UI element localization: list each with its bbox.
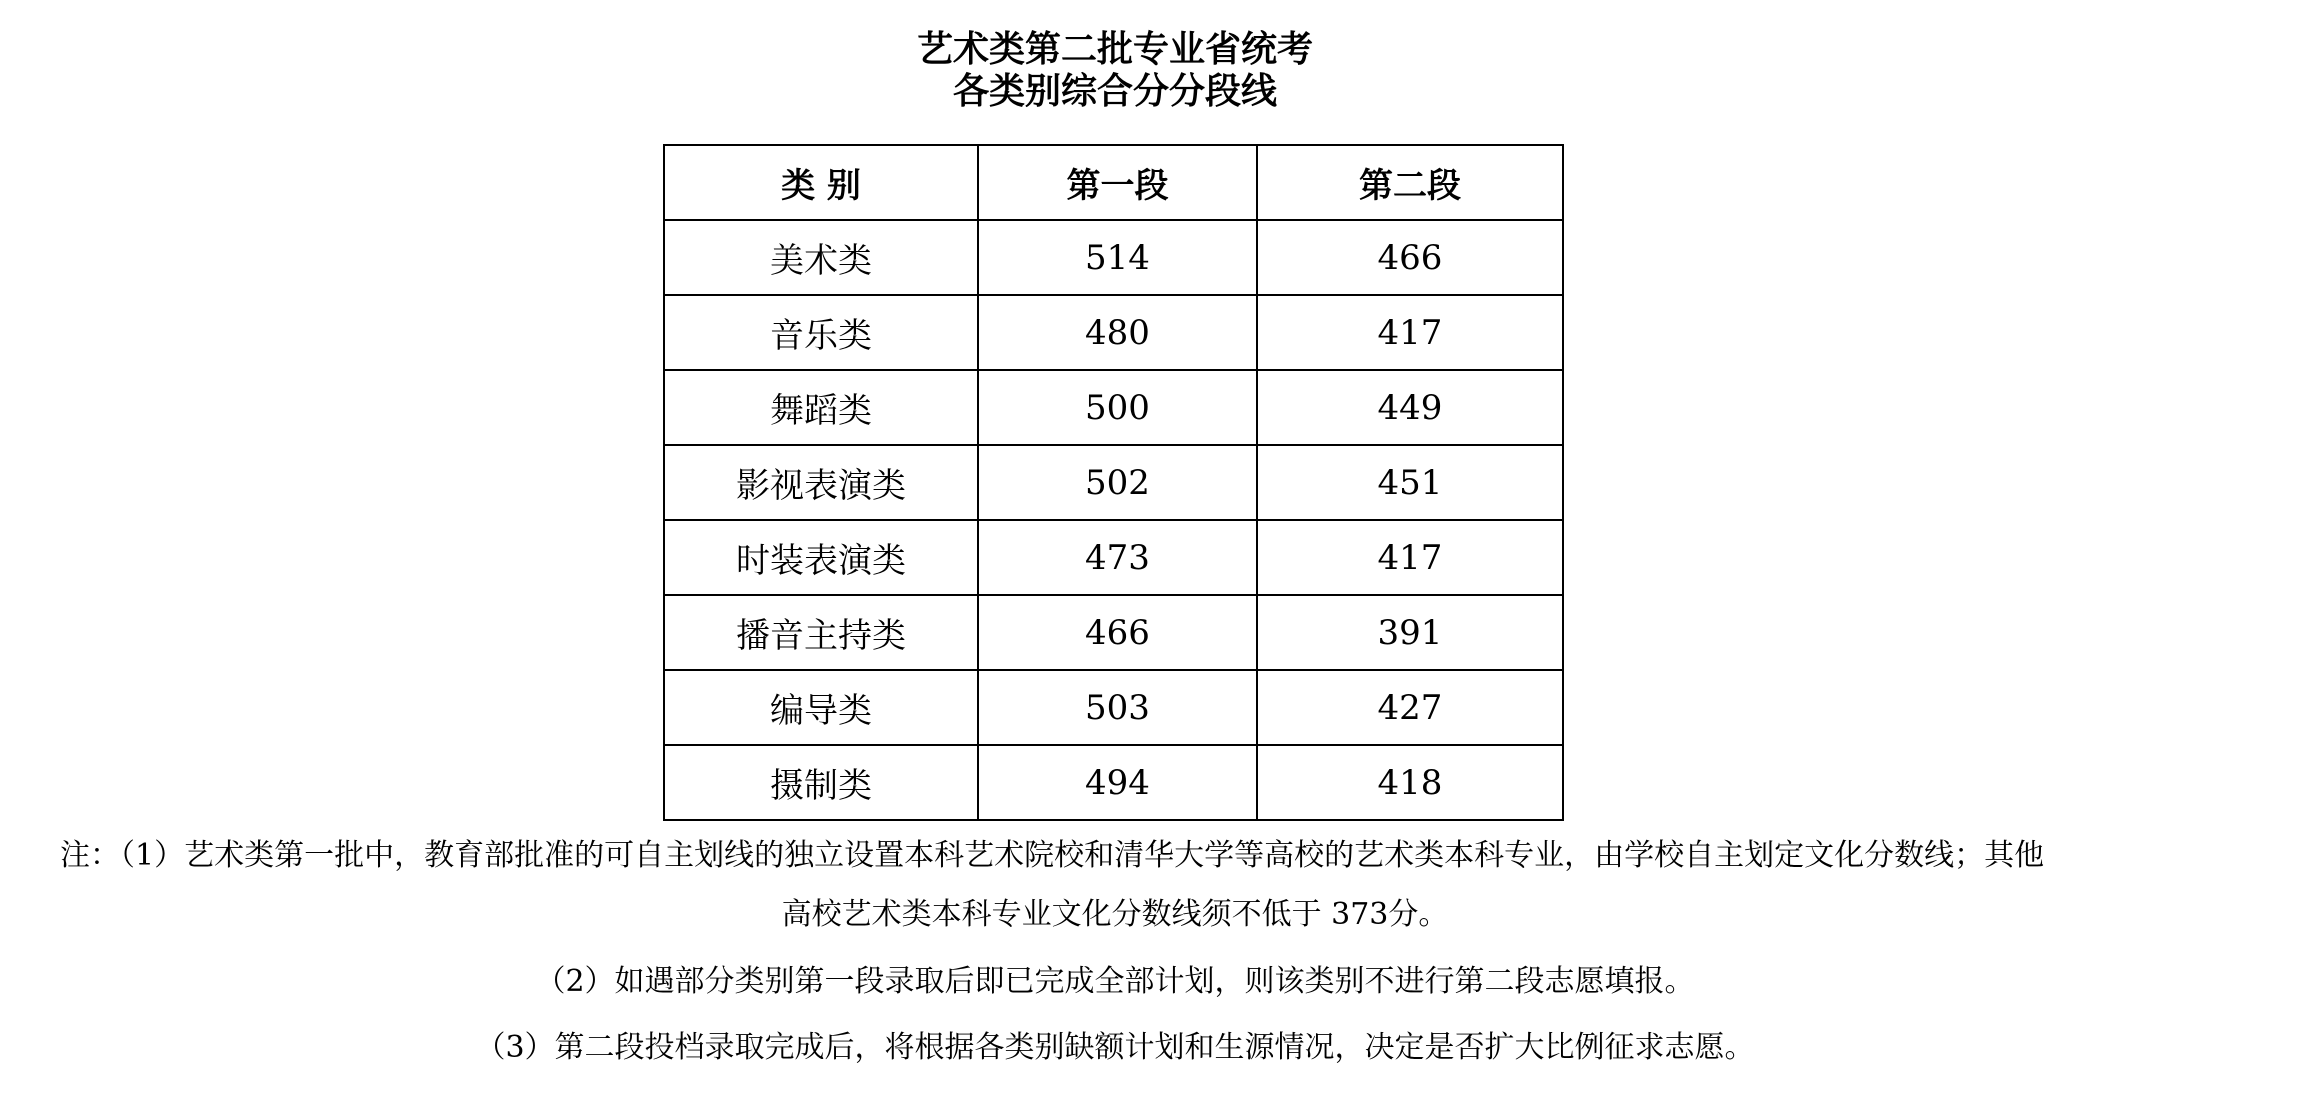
segment-1-cell: 514 [978, 220, 1257, 295]
segment-2-cell: 449 [1257, 370, 1563, 445]
segment-2-cell: 418 [1257, 745, 1563, 820]
segment-2-cell: 417 [1257, 520, 1563, 595]
page-subtitle: 各类别综合分分段线 [952, 71, 1277, 112]
table-row [664, 520, 1563, 595]
segment-1-cell: 466 [978, 595, 1257, 670]
segment-1-cell: 503 [978, 670, 1257, 745]
table-row [664, 745, 1563, 820]
segment-1-cell: 500 [978, 370, 1257, 445]
table-row [664, 295, 1563, 370]
segment-1-cell: 494 [978, 745, 1257, 820]
column-header-segment-1: 第一段 [978, 145, 1257, 220]
segment-1-cell: 480 [978, 295, 1257, 370]
note-1-line-1: 注：（1）艺术类第一批中，教育部批准的可自主划线的独立设置本科艺术院校和清华大学等高校的艺术类本科专业，由学校自主划定文化分数线；其他 [60, 838, 2045, 873]
page-title: 艺术类第二批专业省统考 [916, 29, 1313, 70]
table-row [664, 445, 1563, 520]
segment-2-cell: 466 [1257, 220, 1563, 295]
column-header-category: 类 别 [664, 145, 978, 220]
table-row [664, 220, 1563, 295]
segment-2-cell: 427 [1257, 670, 1563, 745]
category-cell: 音乐类 [664, 295, 978, 370]
table-row [664, 595, 1563, 670]
segment-1-cell: 473 [978, 520, 1257, 595]
category-cell: 编导类 [664, 670, 978, 745]
segment-2-cell: 391 [1257, 595, 1563, 670]
category-cell: 美术类 [664, 220, 978, 295]
category-cell: 播音主持类 [664, 595, 978, 670]
note-2: （2）如遇部分类别第一段录取后即已完成全部计划，则该类别不进行第二段志愿填报。 [535, 964, 1695, 999]
category-cell: 时装表演类 [664, 520, 978, 595]
table-row [664, 370, 1563, 445]
score-table [663, 144, 1564, 821]
table-header-row [664, 145, 1563, 220]
segment-2-cell: 417 [1257, 295, 1563, 370]
segment-2-cell: 451 [1257, 445, 1563, 520]
segment-1-cell: 502 [978, 445, 1257, 520]
category-cell: 舞蹈类 [664, 370, 978, 445]
note-3: （3）第二段投档录取完成后，将根据各类别缺额计划和生源情况，决定是否扩大比例征求志愿。 [475, 1030, 1755, 1065]
category-cell: 摄制类 [664, 745, 978, 820]
column-header-segment-2: 第二段 [1257, 145, 1563, 220]
note-1-line-2: 高校艺术类本科专业文化分数线须不低于 373分。 [781, 897, 1449, 932]
table-row [664, 670, 1563, 745]
category-cell: 影视表演类 [664, 445, 978, 520]
